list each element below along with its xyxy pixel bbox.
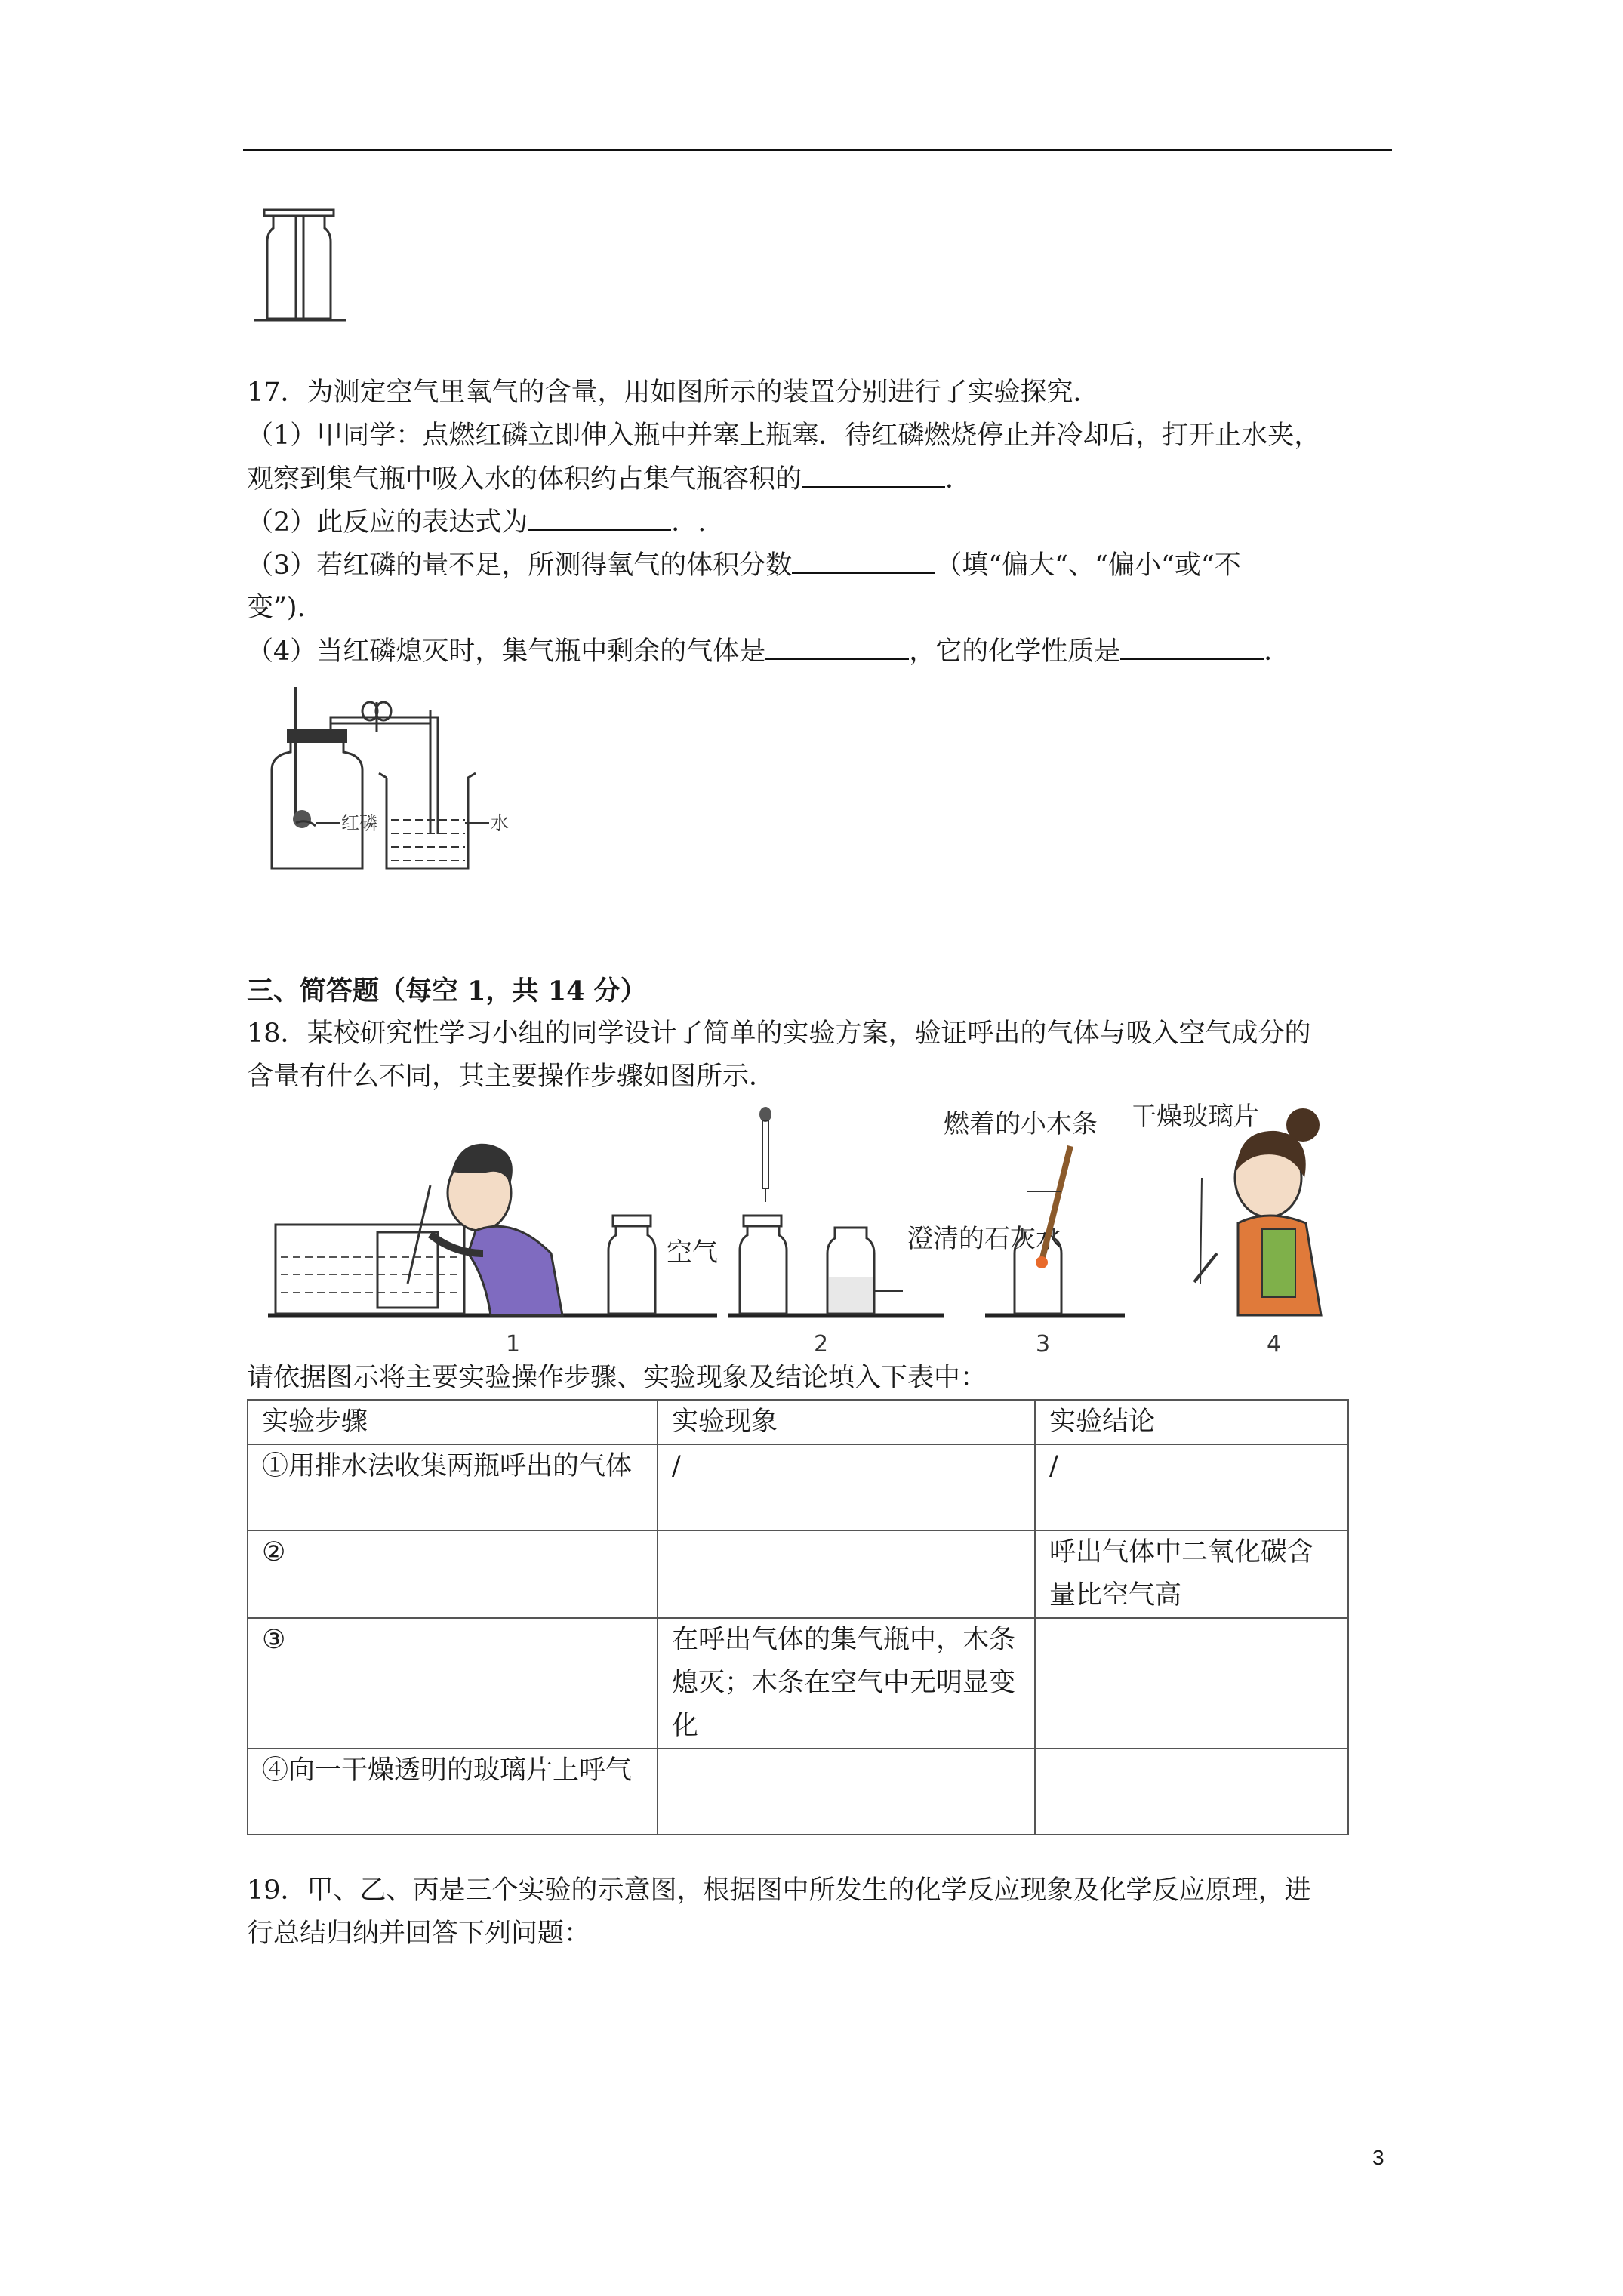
q19-line1: 19．甲、乙、丙是三个实验的示意图，根据图中所发生的化学反应现象及化学反应原理，进: [247, 1875, 1311, 1906]
table-cell: ④向一干燥透明的玻璃片上呼气: [248, 1749, 658, 1835]
table-cell: 在呼出气体的集气瓶中，木条熄灭；木条在空气中无明显变化: [658, 1618, 1035, 1749]
answer-blank-4[interactable]: [765, 630, 909, 660]
page-number: 3: [1372, 2146, 1384, 2169]
panel-number-2: 2: [814, 1331, 829, 1358]
q17-part3-line1: （3）若红磷的量不足，所测得氧气的体积分数 （填“偏大“、“偏小“或“不: [247, 544, 1241, 587]
table-row: [248, 1749, 1348, 1835]
oxygen-apparatus-figure: [249, 680, 528, 876]
label-red-phosphorus: 红磷: [341, 812, 377, 834]
q17-part3-line2: 变”).: [247, 593, 306, 623]
table-cell[interactable]: ②: [248, 1530, 658, 1618]
answer-blank-2[interactable]: [528, 501, 671, 531]
q17-part2: （2）此反应的表达式为 ．.: [247, 501, 706, 544]
answer-blank-3[interactable]: [792, 544, 935, 574]
table-header: 实验结论: [1035, 1400, 1348, 1444]
table-header: 实验现象: [658, 1400, 1035, 1444]
q18-stem-line1: 18．某校研究性学习小组的同学设计了简单的实验方案，验证呼出的气体与吸入空气成分的: [247, 1019, 1311, 1049]
table-cell: /: [1035, 1444, 1348, 1530]
label-water: 水: [491, 812, 509, 834]
table-cell[interactable]: [658, 1749, 1035, 1835]
gas-bottle-figure: [251, 205, 349, 326]
q17-part1-line1: （1）甲同学：点燃红磷立即伸入瓶中并塞上瓶塞．待红磷燃烧停止并冷却后，打开止水夹，: [247, 421, 1321, 451]
table-header: 实验步骤: [248, 1400, 658, 1444]
table-cell[interactable]: [1035, 1618, 1348, 1749]
label-limewater: 澄清的石灰水: [907, 1224, 1061, 1254]
q18-instruction: 请依据图示将主要实验操作步骤、实验现象及结论填入下表中：: [247, 1363, 987, 1393]
label-air: 空气: [667, 1237, 718, 1268]
q17-part1-line2: 观察到集气瓶中吸入水的体积约占集气瓶容积的 ．: [247, 458, 972, 501]
panel-number-1: 1: [506, 1331, 521, 1358]
table-row: [248, 1444, 1348, 1530]
table-row: [248, 1618, 1348, 1749]
q17-stem: 17．为测定空气里氧气的含量，用如图所示的装置分别进行了实验探究．: [247, 378, 1100, 408]
experiment-table: [247, 1399, 1349, 1835]
answer-blank-5[interactable]: [1120, 630, 1264, 660]
panel-number-3: 3: [1036, 1331, 1051, 1358]
section3-title: 三、简答题（每空 1，共 14 分）: [247, 975, 647, 1006]
header-rule: [243, 149, 1392, 151]
table-cell: ①用排水法收集两瓶呼出的气体: [248, 1444, 658, 1530]
label-burning-stick: 燃着的小木条: [944, 1109, 1098, 1139]
table-cell: /: [658, 1444, 1035, 1530]
table-cell: 呼出气体中二氧化碳含量比空气高: [1035, 1530, 1348, 1618]
answer-blank-1[interactable]: [802, 458, 945, 488]
q18-stem-line2: 含量有什么不同，其主要操作步骤如图所示．: [247, 1062, 776, 1092]
label-dry-glass: 干燥玻璃片: [1131, 1102, 1259, 1132]
table-cell[interactable]: [658, 1530, 1035, 1618]
q17-part4: （4）当红磷熄灭时，集气瓶中剩余的气体是 ，它的化学性质是 ．: [247, 630, 1290, 673]
q19-line2: 行总结归纳并回答下列问题：: [247, 1918, 591, 1949]
table-row: [248, 1530, 1348, 1618]
table-cell[interactable]: ③: [248, 1618, 658, 1749]
breath-experiment-figure: [264, 1102, 1359, 1359]
panel-number-4: 4: [1267, 1331, 1282, 1358]
table-cell[interactable]: [1035, 1749, 1348, 1835]
table-header-row: [248, 1400, 1348, 1444]
